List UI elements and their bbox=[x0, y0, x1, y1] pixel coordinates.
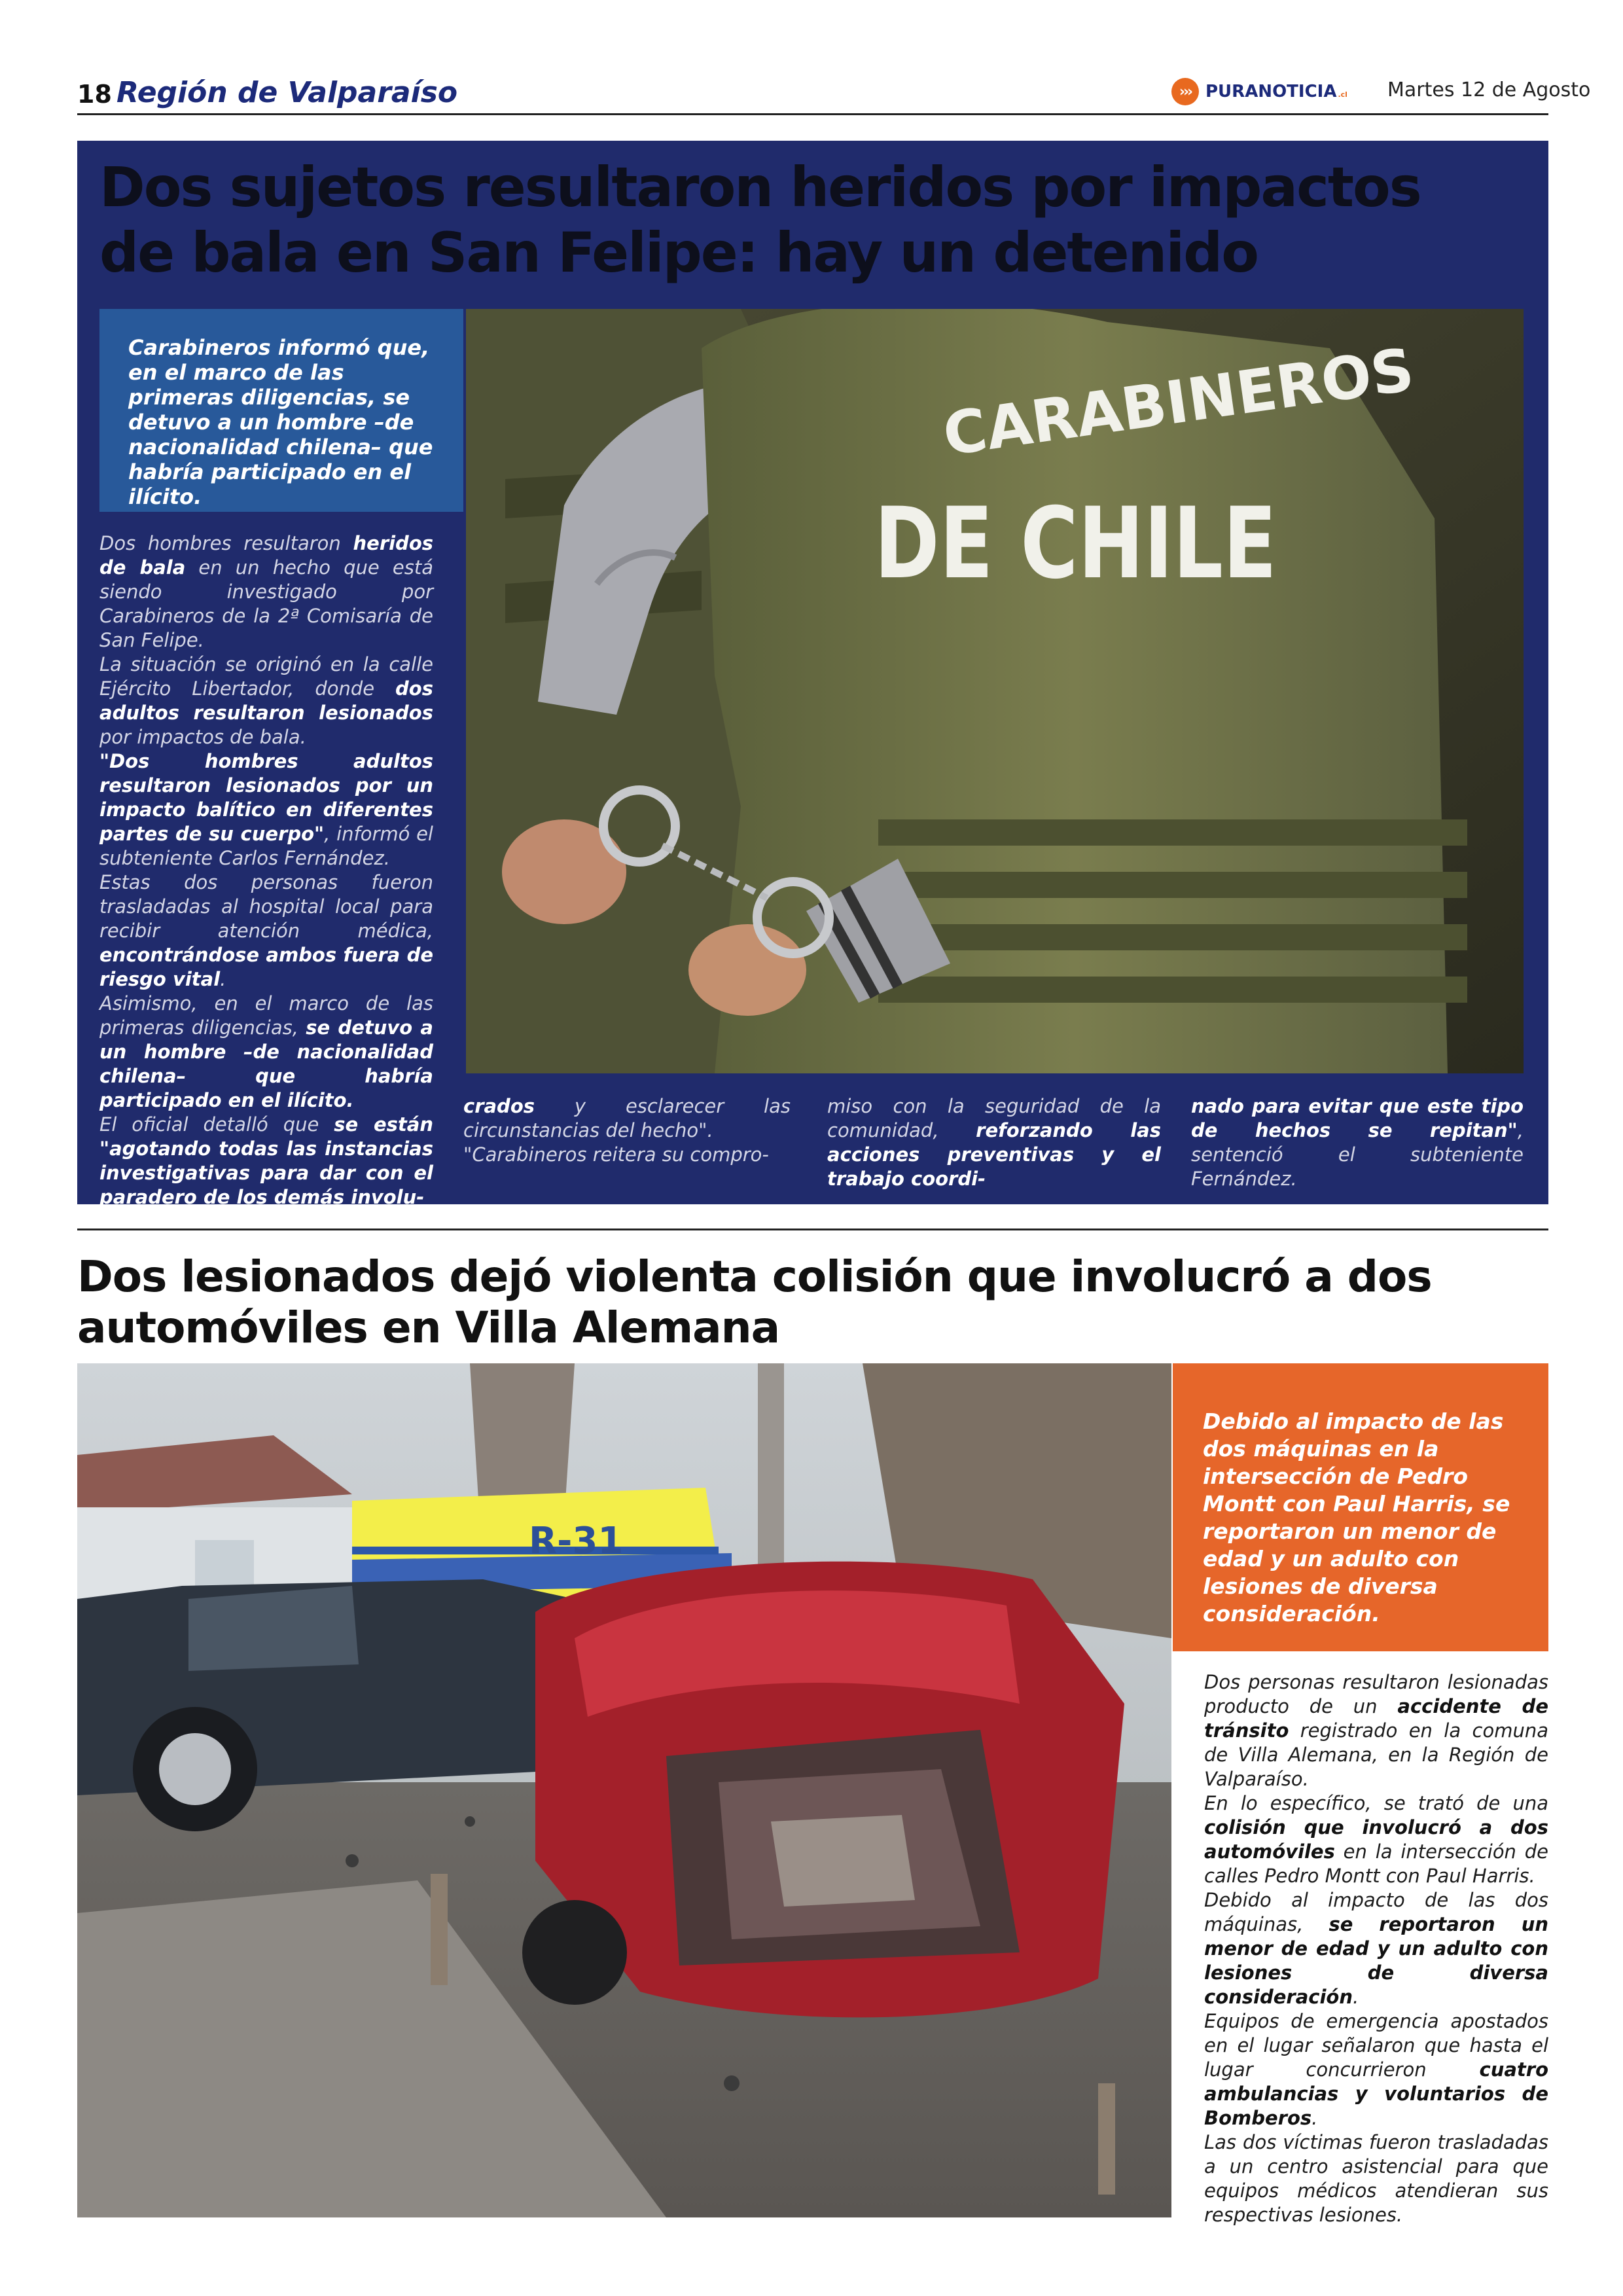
story2-lead: Debido al impacto de las dos máquinas en la intersección de Pedro Montt con Paul Harris, se reportaron un menor de edad y un adulto con lesiones de diversa consideración. bbox=[1203, 1408, 1510, 1626]
story2-photo-crash bbox=[77, 1363, 1171, 2217]
issue-date: Martes 12 de Agosto bbox=[1387, 79, 1591, 101]
brand-logo bbox=[1171, 77, 1347, 106]
story1-lead: Carabineros informó que, en el marco de las primeras diligencias, se detuvo a un hombre –de nacionalidad chilena– que habría participado en el ilícito. bbox=[128, 335, 433, 509]
story1-lead-box bbox=[99, 309, 463, 512]
story2-headline: Dos lesionados dejó violenta colisión que involucró a dos automóviles en Villa Alemana bbox=[77, 1251, 1432, 1353]
brand-suffix: .cl bbox=[1338, 90, 1347, 99]
ambulance-label: R-31 bbox=[529, 1520, 624, 1562]
story-divider bbox=[77, 1229, 1548, 1230]
vest-label-line1: CARABINEROS bbox=[938, 335, 1418, 470]
section-title: Región de Valparaíso bbox=[116, 76, 458, 109]
story1-column4: nado para evitar que este tipo de hechos se repitan", sentenció el subteniente Fernández. bbox=[1191, 1095, 1524, 1190]
chevrons-icon: ››› bbox=[1171, 78, 1199, 105]
story1-column1: Dos hombres resultaron heridos de bala en un hecho que está siendo investigado por Carabineros de la 2ª Comisaría de San Felipe. La situación se originó en la calle Ejército Libertador, donde dos adultos resultaron lesionados por impactos de bala. "Dos hombres adultos resultaron lesionados por un impacto balítico en diferentes partes de su cuerpo", informó el subteniente Carlos Fernández. Estas dos personas fueron trasladadas al hospital local para recibir atención médica, encontrándose ambos fuera de riesgo vital. Asimismo, en el marco de las primeras diligencias, se detuvo a un hombre –de nacionalidad chilena– que habría participado en el ilícito. El oficial detalló que se están "agotando todas las instancias investigativas para dar con el paradero de los demás involu- bbox=[99, 532, 433, 1208]
story1-column3: miso con la seguridad de la comunidad, reforzando las acciones preventivas y el trabajo coordi- bbox=[827, 1095, 1161, 1190]
brand-name: PURANOTICIA bbox=[1205, 82, 1337, 101]
story2-lead-box bbox=[1173, 1363, 1548, 1651]
story1-headline: Dos sujetos resultaron heridos por impactos de bala en San Felipe: hay un detenido bbox=[99, 155, 1421, 285]
page-number: 18 bbox=[77, 80, 112, 109]
story1-photo-arrest bbox=[466, 309, 1524, 1073]
story1-column2: crados y esclarecer las circunstancias del hecho". "Carabineros reitera su compro- bbox=[463, 1095, 791, 1166]
header-divider bbox=[77, 113, 1548, 115]
vest-label-line2: DE CHILE bbox=[874, 486, 1277, 601]
story2-column: Dos personas resultaron lesionadas producto de un accidente de tránsito registrado en la comuna de Villa Alemana, en la Región de Valparaíso. En lo específico, se trató de una colisión que involucró a dos automóviles en la intersección de calles Pedro Montt con Paul Harris. Debido al impacto de las dos máquinas, se reportaron un menor de edad y un adulto con lesiones de diversa consideración. Equipos de emergencia apostados en el lugar señalaron que hasta el lugar concurrieron cuatro ambulancias y voluntarios de Bomberos. Las dos víctimas fueron trasladadas a un centro asistencial para que equipos médicos atendieran sus respectivas lesiones. bbox=[1204, 1671, 1548, 2226]
